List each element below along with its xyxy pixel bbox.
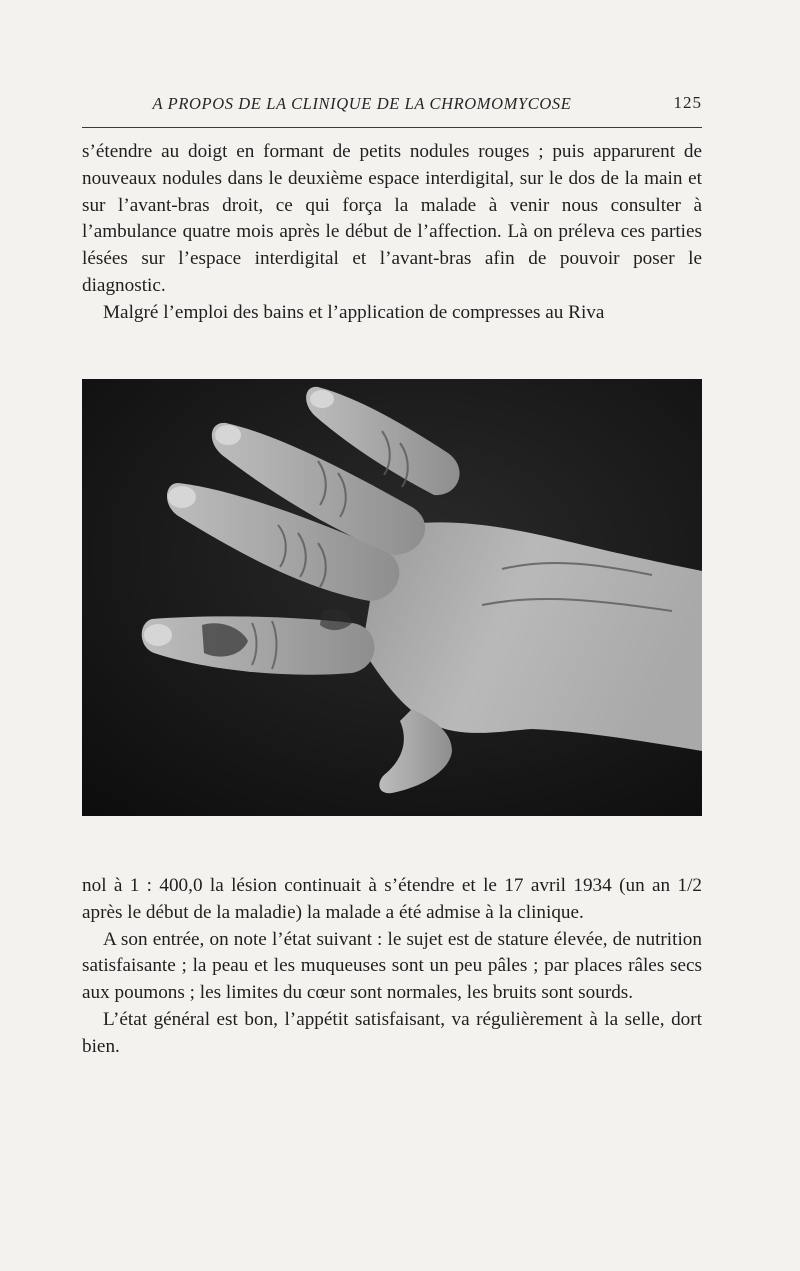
photograph-hand-icon <box>82 379 702 816</box>
paragraph-continued: s’étendre au doigt en formant de petits nodules rouges ; puis apparurent de nouveaux nodules dans le deuxième espace interdigital, sur le dos de la main et sur l’avant-bras droit, ce qui força la malade à venir nous consulter à l’ambulance quatre mois après le début de l’affection. Là on préleva ces parties lésées sur l’espace interdigital et l’avant-bras afin de pouvoir poser le diagnostic. <box>82 141 702 296</box>
running-title: A PROPOS DE LA CLINIQUE DE LA CHROMOMYCOSE <box>152 94 572 113</box>
paragraph-malgre: Malgré l’emploi des bains et l’application de compresses au Riva <box>103 301 605 323</box>
paragraph-entree: A son entrée, on note l’état suivant : le sujet est de stature élevée, de nutrition satisfaisante ; la peau et les muqueuses sont un peu pâles ; par places râles secs aux poumons ; les limites du cœur sont normales, les bruits sont sourds. <box>82 928 702 1004</box>
paragraph-rivanol: nol à 1 : 400,0 la lésion continuait à s’étendre et le 17 avril 1934 (un an 1/2 après le début de la maladie) la malade a été admise à la clinique. <box>82 875 702 923</box>
header-rule <box>82 127 702 128</box>
text-block-top <box>82 139 702 327</box>
running-head <box>82 90 702 120</box>
text-block-bottom <box>82 873 702 1061</box>
paragraph-etat-general: L’état général est bon, l’appétit satisfaisant, va régulièrement à la selle, dort bien. <box>82 1008 702 1057</box>
page-number: 125 <box>673 93 702 112</box>
figure-hand-photograph <box>82 379 702 816</box>
